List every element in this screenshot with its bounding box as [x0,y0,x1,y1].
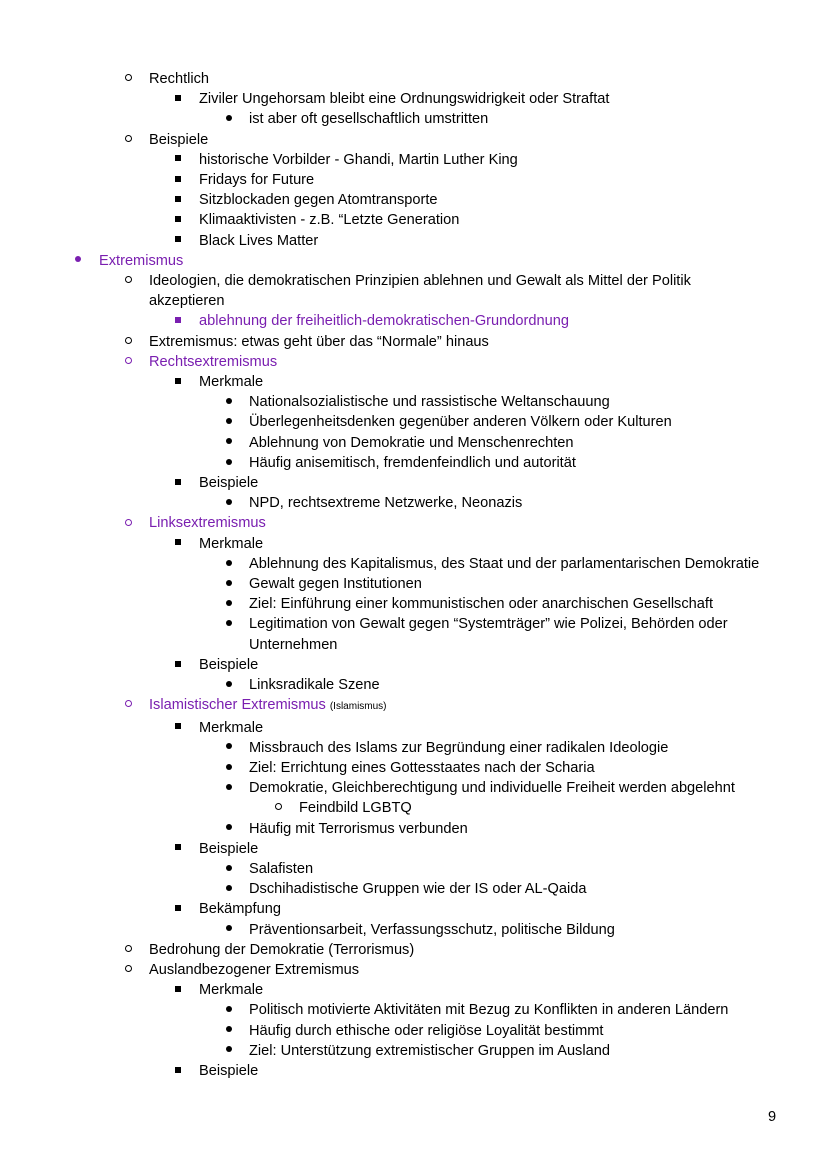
list-item-text: Sitzblockaden gegen Atomtransporte [199,192,438,209]
square-bullet-icon [168,372,188,392]
list-item-text: Ziel: Unterstützung extremistischer Gruppen im Ausland [249,1042,610,1059]
circle-bullet-icon [118,130,138,150]
list-item [0,899,765,919]
list-item-text: Merkmale [199,719,264,736]
list-item-text: Feindbild LGBTQ [299,800,412,817]
list-item-text: Ziel: Errichtung eines Gottesstaates nach der Scharia [249,759,595,776]
list-item [0,392,765,412]
list-item-text: NPD, rechtsextreme Netzwerke, Neonazis [249,495,523,512]
disc-bullet-icon [219,433,239,453]
list-item [0,473,765,493]
list-item [0,574,765,594]
list-item-text: Extremismus [99,252,184,269]
list-item [0,940,765,960]
list-item [0,352,765,372]
list-item-text: Linksradikale Szene [249,677,380,694]
list-item [0,594,765,614]
disc-bullet-icon [219,1000,239,1020]
square-bullet-icon [168,839,188,859]
list-item [0,655,765,675]
list-item-text: Beispiele [199,840,259,857]
list-item [0,271,765,311]
circle-bullet-icon [118,513,138,533]
square-bullet-icon [168,534,188,554]
disc-bullet-icon [219,392,239,412]
list-item-text: ablehnung der freiheitlich-demokratischen-Grundordnung [199,313,569,330]
square-bullet-icon [168,899,188,919]
list-item [0,1061,765,1081]
square-bullet-icon [168,231,188,251]
disc-bullet-icon [219,738,239,758]
square-bullet-icon [168,473,188,493]
list-item [0,758,765,778]
list-item [0,718,765,738]
list-item-text: Merkmale [199,982,264,999]
list-item [0,251,765,271]
disc-bullet-icon [219,493,239,513]
list-item-text: Beispiele [199,1062,259,1079]
list-item-text: Ablehnung von Demokratie und Menschenrechten [249,434,574,451]
list-item [0,311,765,331]
list-item [0,372,765,392]
list-item [0,980,765,1000]
list-item [0,920,765,940]
list-item-text: Überlegenheitsdenken gegenüber anderen Völkern oder Kulturen [249,414,672,431]
square-bullet-icon [168,311,188,331]
list-item [0,1021,765,1041]
list-item [0,190,765,210]
list-item [0,819,765,839]
list-item [0,109,765,129]
list-item [0,210,765,230]
list-item-text: Extremismus: etwas geht über das “Normale” hinaus [149,333,489,350]
list-item [0,513,765,533]
list-item [0,778,765,798]
disc-bullet-icon [219,758,239,778]
list-item-text: Rechtlich [149,71,210,87]
document-body [0,69,765,1081]
list-item [0,859,765,879]
list-item-text: Auslandbezogener Extremismus [149,961,360,978]
disc-bullet-icon [219,594,239,614]
list-item-text: historische Vorbilder - Ghandi, Martin Luther King [199,151,518,168]
list-item-note: (Islamismus) [329,701,387,713]
disc-bullet-icon [219,675,239,695]
list-item-text: Fridays for Future [199,172,315,189]
list-item [0,798,765,818]
list-item [0,89,765,109]
list-item-text: Politisch motivierte Aktivitäten mit Bezug zu Konflikten in anderen Ländern [249,1002,729,1019]
list-item-text: Nationalsozialistische und rassistische Weltanschauung [249,394,610,411]
disc-bullet-icon [219,920,239,940]
list-item-text: Bekämpfung [199,901,281,918]
list-item [0,695,765,717]
list-item [0,614,765,654]
list-item-text: Salafisten [249,860,314,877]
list-item-text: Demokratie, Gleichberechtigung und individuelle Freiheit werden abgelehnt [249,780,735,797]
list-item [0,493,765,513]
list-item-text: Ziel: Einführung einer kommunistischen oder anarchischen Gesellschaft [249,596,713,613]
list-item [0,879,765,899]
list-item [0,453,765,473]
list-item [0,554,765,574]
page-number: 9 [768,1109,777,1125]
list-item-text: Rechtsextremismus [149,353,278,370]
list-item [0,170,765,190]
circle-bullet-icon [268,798,288,818]
list-item-text: Merkmale [199,535,264,552]
list-item [0,839,765,859]
disc-bullet-icon [219,109,239,129]
list-item [0,738,765,758]
list-item [0,412,765,432]
list-item-text: Islamistischer Extremismus [149,697,326,714]
list-item [0,534,765,554]
list-item [0,150,765,170]
square-bullet-icon [168,150,188,170]
circle-bullet-icon [118,695,138,715]
list-item [0,675,765,695]
list-item-text: Beispiele [199,475,259,492]
list-item-text: Präventionsarbeit, Verfassungsschutz, politische Bildung [249,921,615,938]
square-bullet-icon [168,980,188,1000]
list-item-text: Dschihadistische Gruppen wie der IS oder AL-Qaida [249,881,587,898]
list-item-text: Legitimation von Gewalt gegen “Systemträger” wie Polizei, Behörden oder Unternehmen [249,616,728,653]
square-bullet-icon [168,170,188,190]
disc-bullet-icon [219,1041,239,1061]
square-bullet-icon [168,210,188,230]
square-bullet-icon [168,89,188,109]
list-item [0,130,765,150]
circle-bullet-icon [118,69,138,89]
disc-bullet-icon [219,859,239,879]
disc-bullet-icon [219,412,239,432]
circle-bullet-icon [118,332,138,352]
disc-bullet-icon [219,614,239,634]
circle-bullet-icon [118,271,138,291]
circle-bullet-icon [118,352,138,372]
disc-bullet-icon [219,1021,239,1041]
list-item-text: Black Lives Matter [199,232,319,249]
square-bullet-icon [168,718,188,738]
list-item-text: Gewalt gegen Institutionen [249,576,422,593]
list-item-text: Ziviler Ungehorsam bleibt eine Ordnungswidrigkeit oder Straftat [199,91,610,108]
list-item-text: Beispiele [149,131,209,148]
list-item [0,433,765,453]
disc-bullet-icon [219,879,239,899]
list-item-text: Klimaaktivisten - z.B. “Letzte Generation [199,212,460,229]
list-item-text: Ablehnung des Kapitalismus, des Staat und der parlamentarischen Demokratie [249,555,760,572]
list-item [0,1000,765,1020]
list-item [0,960,765,980]
list-item-text: Ideologien, die demokratischen Prinzipien ablehnen und Gewalt als Mittel der Politik akzeptieren [149,273,691,310]
disc-bullet-icon [219,574,239,594]
list-item-text: Häufig mit Terrorismus verbunden [249,820,468,837]
list-item [0,1041,765,1061]
list-item-text: Merkmale [199,374,264,391]
disc-bullet-icon [219,554,239,574]
list-item-text: Häufig durch ethische oder religiöse Loyalität bestimmt [249,1022,604,1039]
list-item-text: Linksextremismus [149,515,266,532]
list-item-text: Missbrauch des Islams zur Begründung einer radikalen Ideologie [249,739,669,756]
list-item-text: Beispiele [199,656,259,673]
list-item-text: Bedrohung der Demokratie (Terrorismus) [149,941,415,958]
disc-bullet-icon [68,251,88,271]
circle-bullet-icon [118,960,138,980]
disc-bullet-icon [219,819,239,839]
list-item [0,69,765,89]
square-bullet-icon [168,190,188,210]
square-bullet-icon [168,655,188,675]
square-bullet-icon [168,1061,188,1081]
disc-bullet-icon [219,778,239,798]
disc-bullet-icon [219,453,239,473]
list-item [0,332,765,352]
circle-bullet-icon [118,940,138,960]
list-item-text: Häufig anisemitisch, fremdenfeindlich und autorität [249,454,576,471]
list-item-text: ist aber oft gesellschaftlich umstritten [249,111,489,128]
list-item [0,231,765,251]
